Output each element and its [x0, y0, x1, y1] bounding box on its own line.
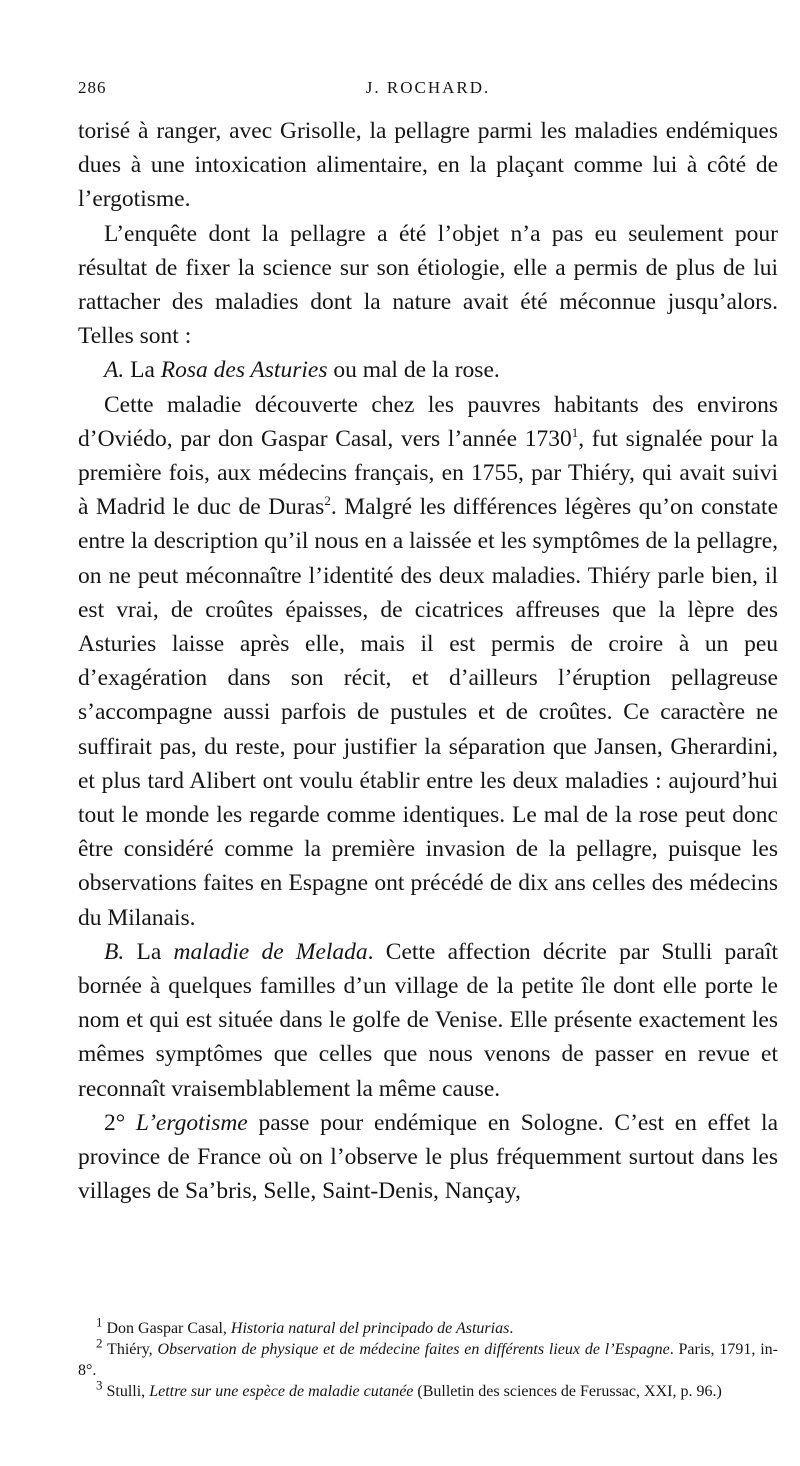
paragraph-enquete: L’enquête dont la pellagre a été l’objet n’a pas eu seulement pour résultat de fixer la science sur son étiologie, elle a permis de plus de lui rattacher des maladies dont la nature avait été méconnue jusqu’alors. Telles sont : [78, 220, 778, 350]
footnote-2: $^2$ Thiéry, Observation de physique et de médecine faites en différents lieux de l’Espagne. Paris, 1791, in-8°. [78, 1335, 779, 1379]
footnote-ref-1[interactable]: 1 [571, 425, 579, 440]
item-a-rosa: A. La Rosa des Asturies ou mal de la rose. [104, 357, 500, 384]
footnote-ref-2[interactable]: 2 [324, 493, 331, 509]
item-letter-a: A. [104, 357, 125, 384]
footnotes [78, 1314, 779, 1402]
paragraph-continuation: torisé à ranger, avec Grisolle, la pellagre parmi les maladies endémiques dues à une intoxication alimentaire, en la plaçant comme lui à côté de l’ergotisme. [78, 118, 778, 213]
footnote-3: $^3$ Stulli, Lettre sur une espèce de maladie cutanée (Bulletin des sciences de Ferussac, XXI, p. 96.) [96, 1377, 722, 1400]
body-text [78, 114, 778, 1209]
item-letter-b: B. [104, 938, 125, 965]
paragraph-ergotisme: 2° L’ergotisme passe pour endémique en Sologne. C’est en effet la province de France où on l’observe le plus fréquemment surtout dans les villages de Sa’bris, Selle, Saint-Denis, Nançay, [78, 1109, 778, 1205]
page-number: 286 [78, 78, 107, 97]
footnote-1: $^1$ Don Gaspar Casal, Historia natural del principado de Asturias. [96, 1314, 514, 1337]
ergotisme-title: L’ergotisme [125, 1109, 248, 1136]
paragraph-cette-maladie: Cette maladie découverte chez les pauvres habitants des environs d’Oviédo, par don Gaspar Casal, vers l’année 1730$^1$, fut signalée pour la première fois, aux médecins français, en 1755, par Thiéry, qui avait suivi à Madrid le duc de Duras$^2$. Malgré les différences légères qu’on constate entre la description qu’il nous en a laissée et les symptômes de la pellagre, on ne peut méconnaître l’identité des deux maladies. Thiéry parle bien, il est vrai, de croûtes épaisses, de cicatrices affreuses que la lèpre des Asturies laisse après elle, mais il est permis de croire à un peu d’exagération dans son récit, et d’ailleurs l’éruption pellagreuse s’accompagne aussi parfois de pustules et de croûtes. Ce caractère ne suffirait pas, du reste, pour justifier la séparation que Jansen, Gherardini, et plus tard Alibert ont voulu établir entre les deux maladies : aujourd’hui tout le monde les regarde comme identiques. Le mal de la rose peut donc être considéré comme la première invasion de la pellagre, puisque les observations faites en Espagne ont précédé de dix ans celles des médecins du Milanais. [78, 391, 778, 931]
item-b-melada: B. La maladie de Melada. Cette affection décrite par Stulli paraît bornée à quelques familles d’un village de la petite île dont elle porte le nom et qui est située dans le golfe de Venise. Elle présente exactement les mêmes symptômes que celles que nous venons de passer en revue et reconnaît vraisemblablement la même cause. [78, 938, 778, 1102]
page-header [78, 78, 778, 102]
rosa-title: Rosa des Asturies [160, 357, 328, 384]
running-head: J. ROCHARD. [365, 78, 491, 97]
melada-title: maladie de Melada [173, 938, 368, 965]
